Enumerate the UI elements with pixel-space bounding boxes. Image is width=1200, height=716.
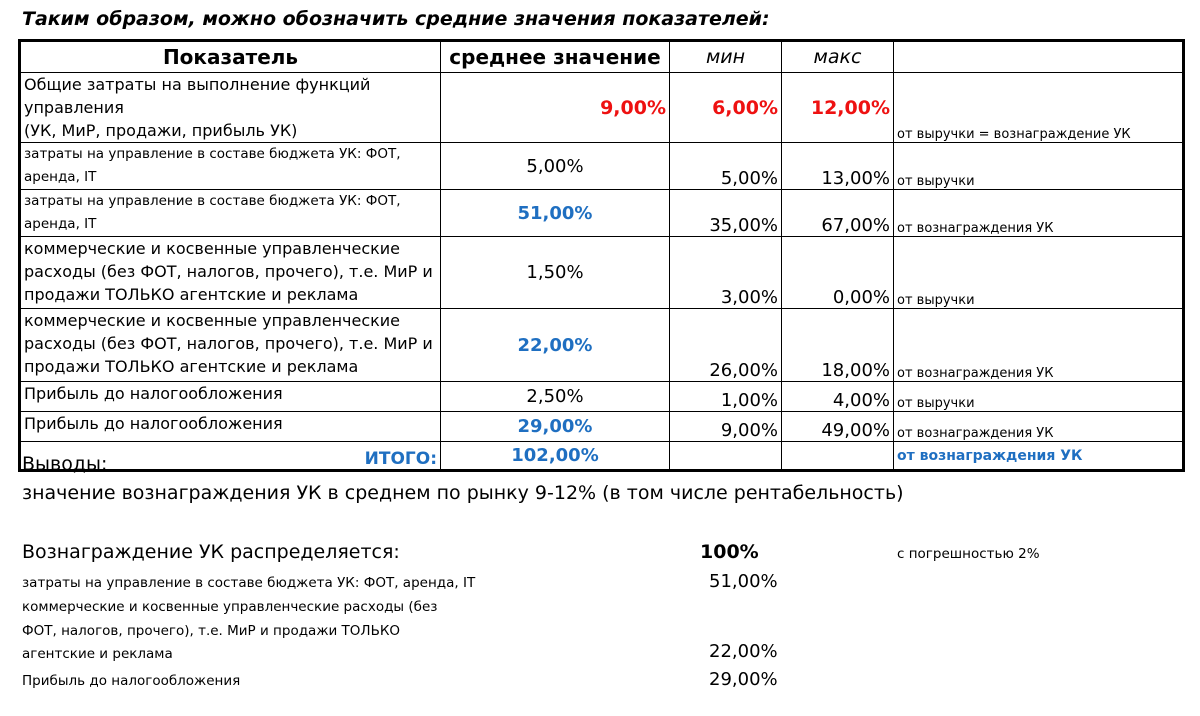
average-cell: 1,50%: [441, 237, 670, 309]
table-header: [20, 41, 1184, 73]
table-row: [20, 143, 1184, 190]
page-title: Таким образом, можно обозначить средние значения показателей:: [22, 8, 770, 30]
header-indicator: Показатель: [20, 41, 441, 73]
note-cell: от выручки: [894, 143, 1184, 190]
note-cell: от выручки: [894, 382, 1184, 412]
table-row: [20, 73, 1184, 143]
average-cell: 29,00%: [441, 412, 670, 442]
indicator-cell: Прибыль до налогообложения: [20, 382, 441, 412]
min-cell: 3,00%: [670, 237, 782, 309]
indicator-cell: Прибыль до налогообложения: [20, 412, 441, 442]
conclusions-text: значение вознаграждения УК в среднем по рынку 9-12% (в том числе рентабельность): [22, 482, 904, 504]
average-cell: 9,00%: [441, 73, 670, 143]
distribution-item-value: 22,00%: [709, 641, 778, 662]
note-cell: от выручки: [894, 237, 1184, 309]
distribution-note: с погрешностью 2%: [897, 546, 1040, 562]
indicator-cell: затраты на управление в составе бюджета УК: ФОТ, аренда, IT: [20, 143, 441, 190]
total-max-empty: [782, 442, 894, 471]
total-average: 102,00%: [441, 442, 670, 471]
table-row: [20, 309, 1184, 382]
total-note: от вознаграждения УК: [894, 442, 1184, 471]
max-cell: 4,00%: [782, 382, 894, 412]
note-cell: от выручки = вознаграждение УК: [894, 73, 1184, 143]
note-cell: от вознаграждения УК: [894, 412, 1184, 442]
distribution-item-value: 51,00%: [709, 571, 778, 592]
min-cell: 9,00%: [670, 412, 782, 442]
min-cell: 6,00%: [670, 73, 782, 143]
total-min-empty: [670, 442, 782, 471]
total-row: [20, 442, 1184, 471]
indicator-cell: коммерческие и косвенные управленческие расходы (без ФОТ, налогов, прочего), т.е. МиР и продажи ТОЛЬКО агентские и реклама: [20, 309, 441, 382]
indicators-table: [18, 39, 1185, 472]
header-max: макс: [782, 41, 894, 73]
header-min: мин: [670, 41, 782, 73]
average-cell: 22,00%: [441, 309, 670, 382]
distribution-item-value: 29,00%: [709, 669, 778, 690]
max-cell: 13,00%: [782, 143, 894, 190]
distribution-total: 100%: [700, 541, 759, 563]
average-cell: 5,00%: [441, 143, 670, 190]
indicator-cell: Общие затраты на выполнение функций управления (УК, МиР, продажи, прибыль УК): [20, 73, 441, 143]
total-label: ИТОГО:: [20, 442, 441, 471]
average-cell: 2,50%: [441, 382, 670, 412]
min-cell: 1,00%: [670, 382, 782, 412]
table-row: [20, 190, 1184, 237]
distribution-item-label: коммерческие и косвенные управленческие расходы (без ФОТ, налогов, прочего), т.е. МиР и продажи ТОЛЬКО агентские и реклама: [22, 599, 438, 662]
header-average: среднее значение: [441, 41, 670, 73]
indicator-cell: коммерческие и косвенные управленческие расходы (без ФОТ, налогов, прочего), т.е. МиР и продажи ТОЛЬКО агентские и реклама: [20, 237, 441, 309]
distribution-item-label: Прибыль до налогообложения: [22, 673, 241, 689]
table-row: [20, 237, 1184, 309]
note-cell: от вознаграждения УК: [894, 190, 1184, 237]
max-cell: 18,00%: [782, 309, 894, 382]
average-cell: 51,00%: [441, 190, 670, 237]
max-cell: 12,00%: [782, 73, 894, 143]
min-cell: 26,00%: [670, 309, 782, 382]
distribution-item-label: затраты на управление в составе бюджета УК: ФОТ, аренда, IT: [22, 575, 476, 591]
header-note: [894, 41, 1184, 73]
distribution-heading: Вознаграждение УК распределяется:: [22, 541, 400, 563]
table-row: [20, 412, 1184, 442]
table-row: [20, 382, 1184, 412]
min-cell: 5,00%: [670, 143, 782, 190]
indicator-cell: затраты на управление в составе бюджета УК: ФОТ, аренда, IT: [20, 190, 441, 237]
max-cell: 0,00%: [782, 237, 894, 309]
min-cell: 35,00%: [670, 190, 782, 237]
note-cell: от вознаграждения УК: [894, 309, 1184, 382]
max-cell: 49,00%: [782, 412, 894, 442]
conclusions-heading: Выводы:: [22, 453, 108, 475]
max-cell: 67,00%: [782, 190, 894, 237]
